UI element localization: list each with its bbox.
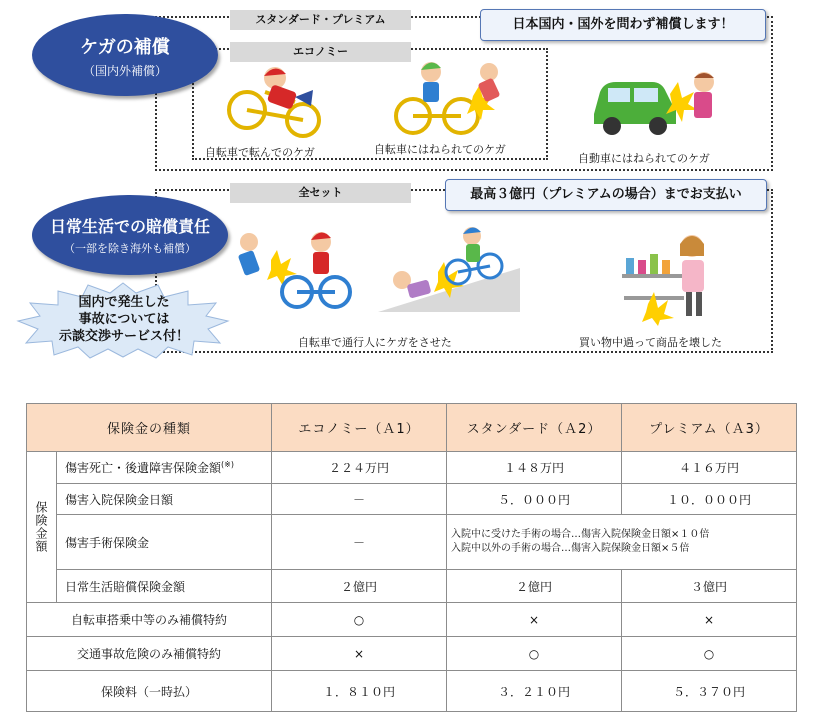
- row-label-hospital: 傷害入院保険金日額: [57, 484, 272, 515]
- caption-hit-by-car: 自動車にはねられてのケガ: [578, 152, 710, 165]
- header-standard: スタンダード（Ａ2）: [447, 404, 622, 452]
- header-economy: エコノミー（Ａ1）: [272, 404, 447, 452]
- table-row: [27, 603, 797, 637]
- cell-death-a3: ４１６万円: [622, 452, 797, 484]
- row-label-death-note: (※): [221, 460, 234, 469]
- cell-liability-a1: ２億円: [272, 570, 447, 603]
- cell-premium-a3: ５．３７０円: [622, 671, 797, 712]
- hit-by-car-illustration: [590, 70, 720, 142]
- cyclist-fall-illustration: [225, 62, 335, 138]
- header-premium: プレミアム（Ａ3）: [622, 404, 797, 452]
- table-row: [27, 671, 797, 712]
- caption-broke-goods: 買い物中過って商品を壊した: [579, 336, 722, 349]
- liability-coverage-badge: [32, 195, 228, 275]
- cell-hospital-a3: １０．０００円: [622, 484, 797, 515]
- cell-premium-a1: １．８１０円: [272, 671, 447, 712]
- cell-surgery-a1: －: [272, 515, 447, 570]
- cell-hospital-a2: ５．０００円: [447, 484, 622, 515]
- coverage-table: [26, 403, 797, 712]
- full-set-bar: 全セット: [230, 183, 411, 203]
- table-row: [27, 484, 797, 515]
- economy-bar: エコノミー: [230, 42, 411, 62]
- caption-bike-fall: 自転車で転んでのケガ: [205, 146, 315, 159]
- max-payment-callout: 最高３億円（プレミアムの場合）までお支払い: [445, 179, 767, 211]
- burst-line-2: 事故については: [78, 312, 170, 327]
- row-label-surgery: 傷害手術保険金: [57, 515, 272, 570]
- hit-by-bicycle-illustration: [393, 58, 508, 138]
- cell-hospital-a1: －: [272, 484, 447, 515]
- cell-traffic-a1: ×: [272, 637, 447, 671]
- row-label-premium: 保険料（一時払）: [27, 671, 272, 712]
- cell-surgery-merged: [447, 515, 797, 570]
- surgery-note-inpatient: 入院中に受けた手術の場合…傷害入院保険金日額×１０倍: [451, 529, 710, 540]
- broken-goods-illustration: [622, 230, 712, 326]
- table-row: [27, 637, 797, 671]
- cell-liability-a2: ２億円: [447, 570, 622, 603]
- standard-premium-bar: スタンダード・プレミアム: [230, 10, 411, 30]
- table-row: [27, 515, 797, 570]
- cell-death-a2: １４８万円: [447, 452, 622, 484]
- group-label-cell: [27, 452, 57, 603]
- liability-coverage-title: 日常生活での賠償責任: [49, 217, 210, 236]
- surgery-note-outpatient: 入院中以外の手術の場合…傷害入院保険金日額×５倍: [451, 543, 690, 554]
- injury-coverage-title: ケガの補償: [80, 37, 170, 58]
- negotiation-service-burst-text: [40, 294, 208, 345]
- caption-hit-by-bicycle: 自転車にはねられてのケガ: [374, 143, 506, 156]
- slope-collision-illustration: [378, 228, 520, 314]
- worldwide-coverage-callout: 日本国内・国外を問わず補償します！: [480, 9, 766, 41]
- row-label-liability: 日常生活賠償保険金額: [57, 570, 272, 603]
- cell-bicycle-a3: ×: [622, 603, 797, 637]
- cell-bicycle-a1: ○: [272, 603, 447, 637]
- row-label-death: [57, 452, 272, 484]
- cell-premium-a2: ３．２１０円: [447, 671, 622, 712]
- group-label: 保険金額: [34, 501, 48, 553]
- burst-line-1: 国内で発生した: [78, 295, 170, 310]
- cell-liability-a3: ３億円: [622, 570, 797, 603]
- cell-traffic-a2: ○: [447, 637, 622, 671]
- table-header-row: [27, 404, 797, 452]
- cell-bicycle-a2: ×: [447, 603, 622, 637]
- cell-death-a1: ２２４万円: [272, 452, 447, 484]
- caption-cyclist-injures-pedestrian: 自転車で通行人にケガをさせた: [298, 336, 452, 349]
- cyclist-hits-pedestrian-illustration: [235, 230, 350, 310]
- cell-traffic-a3: ○: [622, 637, 797, 671]
- row-label-death-text: 傷害死亡・後遺障害保険金額: [65, 461, 222, 475]
- injury-coverage-subtitle: （国内外補償）: [82, 64, 167, 78]
- table-row: [27, 452, 797, 484]
- burst-line-3: 示談交渉サービス付！: [58, 329, 189, 344]
- header-coverage-type: 保険金の種類: [27, 404, 272, 452]
- row-label-traffic-accident: 交通事故危険のみ補償特約: [27, 637, 272, 671]
- table-row: [27, 570, 797, 603]
- row-label-bicycle-rider: 自転車搭乗中等のみ補償特約: [27, 603, 272, 637]
- liability-coverage-subtitle: （一部を除き海外も補償）: [64, 242, 196, 255]
- injury-coverage-badge: [32, 14, 218, 96]
